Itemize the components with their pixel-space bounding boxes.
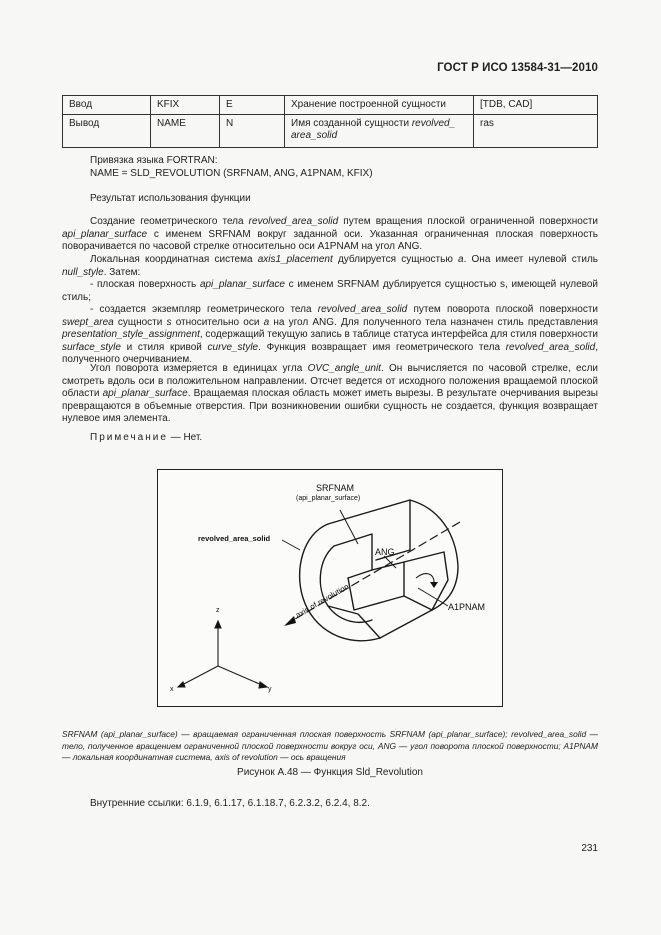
document-header: ГОСТ Р ИСО 13584-31—2010 — [437, 62, 598, 74]
solid-top-edge — [328, 500, 410, 560]
binding-call: NAME = SLD_REVOLUTION (SRFNAM, ANG, A1PNAM, KFIX) — [90, 168, 373, 179]
description-text: Имя созданной сущности — [291, 118, 412, 129]
figure-revolution — [157, 469, 503, 707]
paragraph: Создание геометрического тела revolved_area_solid путем вращения плоской ограниченной поверхности api_planar_surface с именем SRFNAM вокруг заданной оси. Указанная ограниченная плоская поверхность поворачивается по часовой стрелке относительно оси A1PNAM на угол ANG. — [62, 216, 598, 253]
figure-drawing — [158, 470, 502, 706]
solid-right-face — [404, 552, 448, 610]
solid-lower-face — [348, 578, 432, 610]
note-text: — Нет. — [167, 432, 203, 443]
x-label: x — [170, 686, 174, 693]
table-cell: ras — [474, 115, 598, 148]
table-cell: KFIX — [151, 96, 220, 115]
parameters-table — [62, 95, 598, 148]
table-cell: [TDB, CAD] — [474, 96, 598, 115]
solid-step — [372, 562, 404, 596]
a1pnam-label: A1PNAM — [448, 602, 486, 612]
figure-caption: SRFNAM (api_planar_surface) — вращаемая ограниченная плоская поверхность SRFNAM (api_planar_surface); revolved_area_solid — тело, полученное вращением ограниченной плоской поверхности вокруг оси, ANG — угол поворота плоской поверхности; A1PNAM — локальная координатная система, axis of revolution — ось вращения — [62, 729, 598, 762]
ang-label: ANG — [375, 547, 395, 557]
table-row — [63, 115, 598, 148]
solid-outer-arc — [300, 524, 380, 641]
page-number: 231 — [581, 843, 598, 854]
angle-arrowhead — [430, 582, 438, 588]
table-cell: Ввод — [63, 96, 151, 115]
paragraph: - создается экземпляр геометрического тела revolved_area_solid путем поворота плоской поверхности swept_area сущности s относительно оси a на угол ANG. Для полученного тела назначен стиль представления presentation_style_assignment, содержащий текущую запись в таблице статуса интерфейса для стиля поверхности surface_style и стиля кривой curve_style. Функция возвращает имя геометрического тела revolved_area_solid, полученного очерчиванием. — [62, 304, 599, 366]
solid-upper-face — [334, 534, 372, 578]
y-label: y — [268, 686, 272, 693]
table-cell — [285, 115, 474, 148]
note — [90, 432, 202, 445]
internal-references: Внутренние ссылки: 6.1.9, 6.1.17, 6.1.18.7, 6.2.3.2, 6.2.4, 8.2. — [90, 798, 370, 809]
result-heading: Результат использования функции — [90, 193, 251, 204]
solid-label: revolved_area_solid — [198, 534, 271, 543]
axis-label: axis of revolution — [294, 581, 351, 620]
y-arrowhead — [259, 682, 267, 688]
z-label: z — [216, 607, 220, 614]
srfnam-leader — [340, 510, 358, 544]
paragraph: - плоская поверхность api_planar_surface с именем SRFNAM дублируется сущностью s, имеющей нулевой стиль; — [62, 279, 598, 303]
axis-arrowhead — [284, 616, 296, 626]
figure-title: Рисунок А.48 — Функция Sld_Revolution — [237, 767, 423, 778]
table-cell: NAME — [151, 115, 220, 148]
angle-arc — [416, 574, 434, 582]
table-cell: Вывод — [63, 115, 151, 148]
table-cell: Хранение построенной сущности — [285, 96, 474, 115]
x-arrowhead — [178, 682, 185, 687]
y-axis — [218, 666, 264, 686]
a1pnam-leader — [418, 588, 448, 606]
table-row — [63, 96, 598, 115]
table-cell: E — [220, 96, 285, 115]
x-axis — [180, 666, 218, 686]
z-arrowhead — [215, 621, 221, 628]
solid-bottom-edge — [380, 610, 432, 638]
binding-label: Привязка языка FORTRAN: — [90, 155, 218, 166]
entity-name: revolved_ area_solid — [291, 118, 456, 141]
note-label: Примечание — [90, 432, 168, 443]
paragraph: Угол поворота измеряется в единицах угла OVC_angle_unit. Он вычисляется по часовой стрелке, если смотреть вдоль оси в положительном направлении. Отсчет ведется от исходного положения вращаемой плоской области api_planar_surface. Вращаемая плоская область может иметь вырезы. В результате очерчивания вырезы превращаются в объемные отверстия. При возникновении ошибки сущность не создается, функция возвращает нулевое имя элемента. — [62, 363, 598, 425]
srfnam-label: SRFNAM — [316, 483, 354, 493]
solid-leader — [282, 540, 300, 550]
srfnam-sub-label: (api_planar_surface) — [296, 495, 361, 502]
table-cell: N — [220, 115, 285, 148]
paragraph: Локальная координатная система axis1_placement дублируется сущностью a. Она имеет нулевой стиль null_style. Затем: — [62, 254, 598, 278]
